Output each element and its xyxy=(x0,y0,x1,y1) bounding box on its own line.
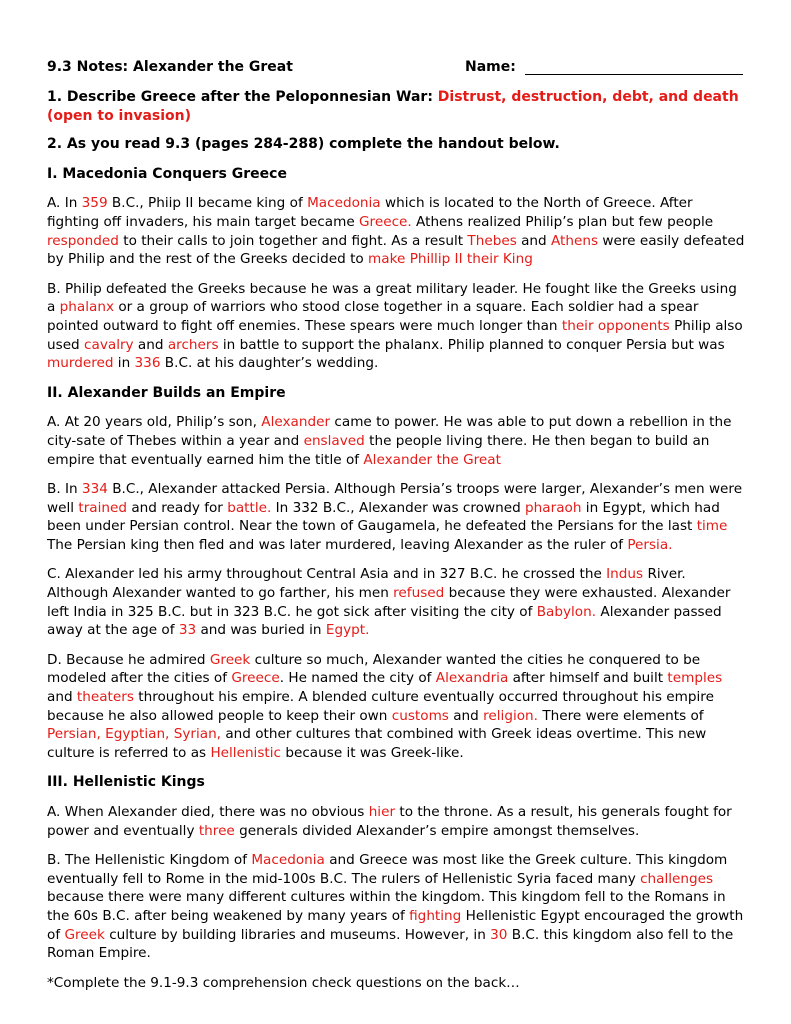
answer: Athens xyxy=(551,232,599,249)
answer: Alexandria xyxy=(435,670,509,687)
answer: Macedonia xyxy=(251,852,325,869)
answer: enslaved xyxy=(303,432,365,449)
answer: their opponents xyxy=(561,317,670,334)
answer: Greece. xyxy=(359,213,412,230)
title-row xyxy=(47,58,747,78)
answer: trained xyxy=(78,499,127,516)
worksheet-page xyxy=(47,58,747,992)
section-1-paragraph-b: B. Philip defeated the Greeks because he was a great military leader. He fought like the Greeks using a phalanx or a group of warriors who stood close together in a square. Each soldier had a spear pointed outward to fight off enemies. These spears were much longer than their opponents Philip also used cavalry and archers in battle to support the phalanx. Philip planned to conquer Persia but was murdered in 336 B.C. at his daughter’s wedding. xyxy=(47,280,743,372)
answer: 334 xyxy=(81,481,108,498)
section-3-paragraph-a: A. When Alexander died, there was no obvious hier to the throne. As a result, his generals fought for power and eventually three generals divided Alexander’s empire amongst themselves. xyxy=(47,804,732,839)
answer: Egypt. xyxy=(325,622,370,639)
answer: Greek xyxy=(64,926,105,943)
name-blank-line xyxy=(525,74,743,75)
answer: Babylon. xyxy=(536,603,597,620)
answer: Thebes xyxy=(467,232,517,249)
question-2: 2. As you read 9.3 (pages 284-288) complete the handout below. xyxy=(47,136,560,153)
section-2-paragraph-a: A. At 20 years old, Philip’s son, Alexander came to power. He was able to put down a rebellion in the city-sate of Thebes within a year and enslaved the people living there. He then began to build an empire that eventually earned him the title of Alexander the Great xyxy=(47,414,732,468)
section-1-paragraph-a: A. In 359 B.C., Phiip II became king of Macedonia which is located to the North of Greece. After fighting off invaders, his main target became Greece. Athens realized Philip’s plan but few people responded to their calls to join together and fight. As a result Thebes and Athens were easily defeated by Philip and the rest of the Greeks decided to make Phillip II their King xyxy=(47,195,745,268)
section-2-paragraph-d: D. Because he admired Greek culture so much, Alexander wanted the cities he conquered to be modeled after the cities of Greece. He named the city of Alexandria after himself and built temples and theaters throughout his empire. A blended culture eventually occurred throughout his empire because he also allowed people to keep their own customs and religion. There were elements of Persian, Egyptian, Syrian, and other cultures that combined with Greek ideas overtime. This new culture is referred to as Hellenistic because it was Greek-like. xyxy=(47,651,723,761)
section-2-paragraph-c: C. Alexander led his army throughout Central Asia and in 327 B.C. he crossed the Indus River. Although Alexander wanted to go farther, his men refused because they were exhausted. Alexander left India in 325 B.C. but in 323 B.C. he got sick after visiting the city of Babylon. Alexander passed away at the age of 33 and was buried in Egypt. xyxy=(47,566,731,639)
answer: pharaoh xyxy=(525,499,582,516)
answer: time xyxy=(696,518,728,535)
name-label: Name: xyxy=(465,59,516,75)
question-1-label: 1. Describe Greece after the Peloponnesian War: xyxy=(47,89,438,105)
answer: Macedonia xyxy=(307,195,381,212)
section-1-heading: I. Macedonia Conquers Greece xyxy=(47,165,287,182)
answer: battle. xyxy=(227,499,272,516)
answer: make Phillip II their King xyxy=(368,251,533,268)
answer: 30 xyxy=(490,926,508,943)
answer: refused xyxy=(393,585,445,602)
answer: fighting xyxy=(409,907,462,924)
answer: customs xyxy=(391,707,449,724)
answer: Alexander the Great xyxy=(363,451,501,468)
answer: religion. xyxy=(483,707,538,724)
answer: Persian, Egyptian, Syrian, xyxy=(47,726,222,743)
answer: Indus xyxy=(606,566,644,583)
section-2-paragraph-b: B. In 334 B.C., Alexander attacked Persia. Although Persia’s troops were larger, Alexander’s men were well trained and ready for battle. In 332 B.C., Alexander was crowned pharaoh in Egypt, which had been under Persian control. Near the town of Gaugamela, he defeated the Persians for the last time The Persian king then fled and was later murdered, leaving Alexander as the ruler of Persia. xyxy=(47,481,743,553)
section-3-heading: III. Hellenistic Kings xyxy=(47,774,205,791)
answer: Persia. xyxy=(627,536,673,553)
answer: archers xyxy=(167,336,219,353)
answer: theaters xyxy=(76,689,134,706)
answer: hier xyxy=(368,804,396,820)
answer: 359 xyxy=(81,195,108,212)
answer: Greek xyxy=(209,651,251,668)
answer: Greece xyxy=(231,670,280,687)
answer: phalanx xyxy=(59,299,114,316)
answer: Alexander xyxy=(261,414,331,431)
answer: cavalry xyxy=(84,336,134,353)
answer: Hellenistic xyxy=(210,744,281,761)
answer: murdered xyxy=(47,355,114,372)
section-3-paragraph-b: B. The Hellenistic Kingdom of Macedonia and Greece was most like the Greek culture. This kingdom eventually fell to Rome in the mid-100s B.C. The rulers of Hellenistic Syria faced many challenges because there were many different cultures within the kingdom. This kingdom fell to the Romans in the 60s B.C. after being weakened by many years of fighting Hellenistic Egypt encouraged the growth of Greek culture by building libraries and museums. However, in 30 B.C. this kingdom also fell to the Roman Empire. xyxy=(47,852,744,962)
footer-note: *Complete the 9.1-9.3 comprehension check questions on the back… xyxy=(47,974,520,991)
answer: 336 xyxy=(134,355,161,372)
answer: responded xyxy=(47,232,119,249)
answer: temples xyxy=(667,670,723,687)
question-1 xyxy=(47,88,747,125)
answer: 33 xyxy=(178,622,197,639)
answer: three xyxy=(198,822,235,839)
worksheet-title: 9.3 Notes: Alexander the Great xyxy=(47,59,293,75)
section-2-heading: II. Alexander Builds an Empire xyxy=(47,384,286,401)
answer: challenges xyxy=(640,870,714,887)
question-1-answer: Distrust, destruction, debt, and death (open to invasion) xyxy=(47,89,739,124)
